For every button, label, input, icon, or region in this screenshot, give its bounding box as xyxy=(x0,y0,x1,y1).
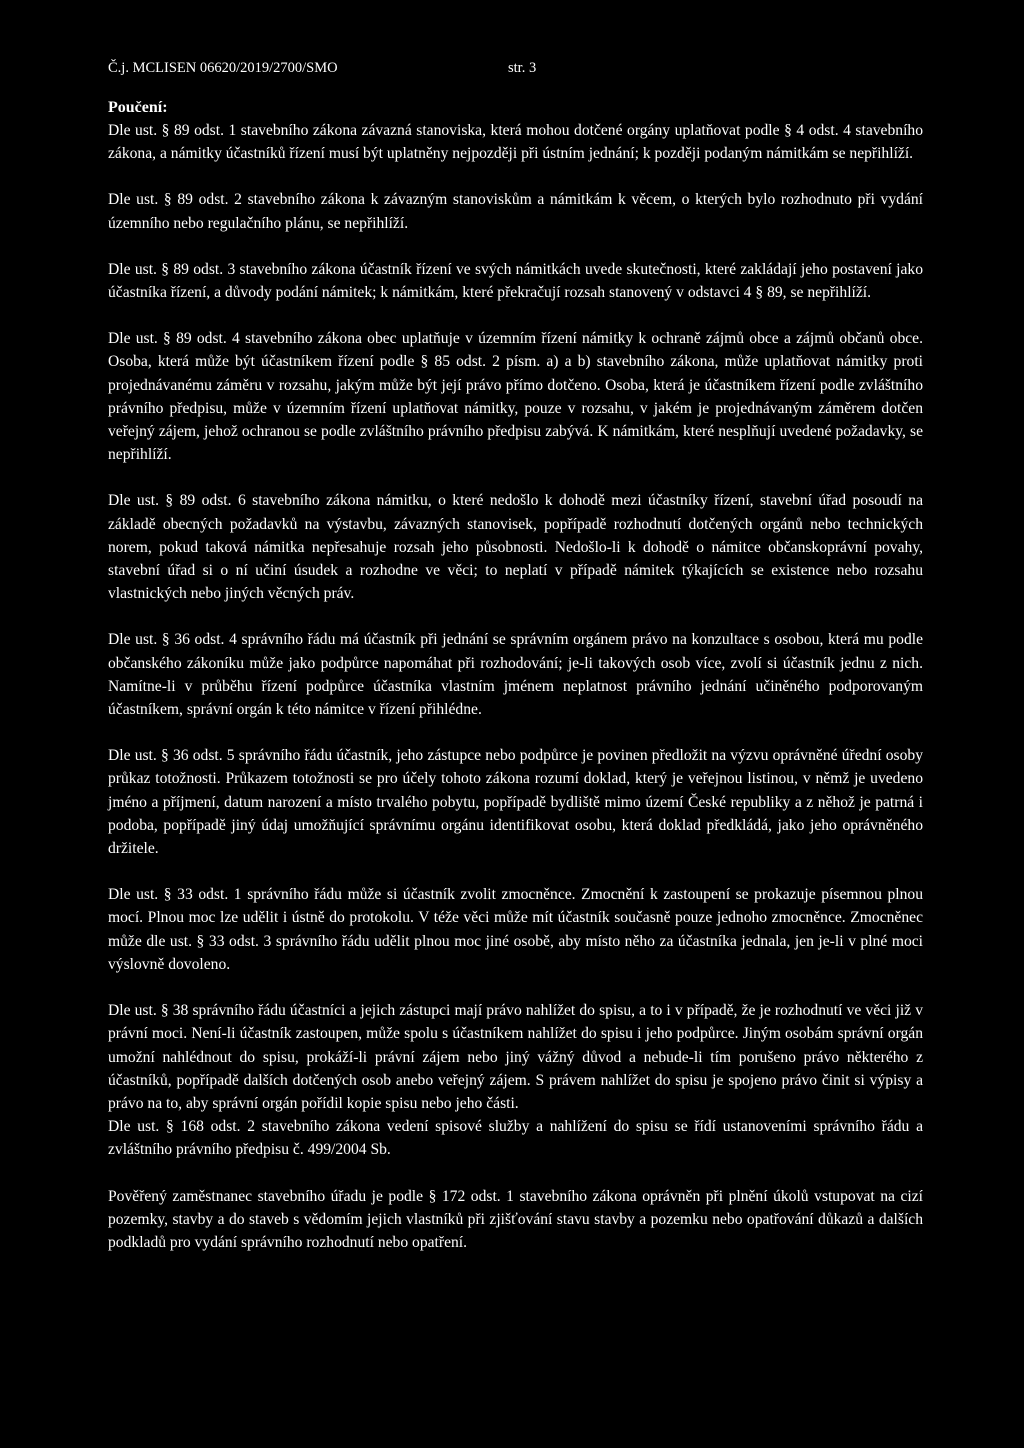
paragraph-36-4: Dle ust. § 36 odst. 4 správního řádu má účastník při jednání se správním orgánem právo na konzultace s osobou, která mu podle občanského zákoníku může jako podpůrce napomáhat při rozhodování; je-li takových osob více, zvolí si účastník jednu z nich. Namítne-li v průběhu řízení podpůrce účastníka vlastním jménem neplatnost právního jednání učiněného podporovaným účastníkem, správní orgán k této námitce v řízení přihlédne. xyxy=(108,631,923,719)
section-heading: Poučení: xyxy=(108,99,168,116)
paragraph-36-5: Dle ust. § 36 odst. 5 správního řádu účastník, jeho zástupce nebo podpůrce je povinen předložit na výzvu oprávněné úřední osoby průkaz totožnosti. Průkazem totožnosti se pro účely tohoto zákona rozumí doklad, který je veřejnou listinou, v němž je uvedeno jméno a příjmení, datum narození a místo trvalého pobytu, popřípadě bydliště mimo území České republiky a z něhož je patrná i podoba, popřípadě jiný údaj umožňující správnímu orgánu identifikovat osobu, která doklad předkládá, jako jeho oprávněného držitele. xyxy=(108,747,923,858)
paragraph-89-2: Dle ust. § 89 odst. 2 stavebního zákona k závazným stanoviskům a námitkám k věcem, o kterých bylo rozhodnuto při vydání územního nebo regulačního plánu, se nepřihlíží. xyxy=(108,191,923,232)
paragraph-172-1: Pověřený zaměstnanec stavebního úřadu je podle § 172 odst. 1 stavebního zákona oprávněn při plnění úkolů vstupovat na cizí pozemky, stavby a do staveb s vědomím jejich vlastníků při zjišťování stavu stavby a pozemku nebo opatřování důkazů a dalších podkladů pro vydání správního rozhodnutí nebo opatření. xyxy=(108,1187,923,1251)
paragraph-89-4: Dle ust. § 89 odst. 4 stavebního zákona obec uplatňuje v územním řízení námitky k ochraně zájmů obce a zájmů občanů obce. Osoba, která může být účastníkem řízení podle § 85 odst. 2 písm. a) a b) stavebního zákona, může uplatňovat námitky proti projednávanému záměru v rozsahu, jakým může být její právo přímo dotčeno. Osoba, která je účastníkem řízení podle zvláštního právního předpisu, může v územním řízení uplatňovat námitky, pouze v rozsahu, v jakém je projednávaným záměrem dotčen veřejný zájem, jehož ochranou se podle zvláštního právního předpisu zabývá. K námitkám, které nesplňují uvedené požadavky, se nepřihlíží. xyxy=(108,330,923,464)
paragraph-89-1: Dle ust. § 89 odst. 1 stavebního zákona závazná stanoviska, která mohou dotčené orgány uplatňovat podle § 4 odst. 4 stavebního zákona, a námitky účastníků řízení musí být uplatněny nejpozději při ústním jednání; k později podaným námitkám se nepřihlíží. xyxy=(108,122,923,163)
paragraph-38: Dle ust. § 38 správního řádu účastníci a jejich zástupci mají právo nahlížet do spisu, a to i v případě, že je rozhodnutí ve věci již v právní moci. Není-li účastník zastoupen, může spolu s účastníkem nahlížet do spisu i jeho podpůrce. Jiným osobám správní orgán umožní nahlédnout do spisu, prokáží-li právní zájem nebo jiný vážný důvod a nebude-li tím porušeno právo některého z účastníků, popřípadě dalších dotčených osob anebo veřejný zájem. S právem nahlížet do spisu je spojeno právo činit si výpisy a právo na to, aby správní orgán pořídil kopie spisu nebo jeho části. xyxy=(108,1002,923,1112)
document-page xyxy=(108,58,923,1254)
paragraph-168-2: Dle ust. § 168 odst. 2 stavebního zákona vedení spisové služby a nahlížení do spisu se řídí ustanoveními správního řádu a zvláštního právního předpisu č. 499/2004 Sb. xyxy=(108,1118,923,1159)
paragraph-89-6: Dle ust. § 89 odst. 6 stavebního zákona námitku, o které nedošlo k dohodě mezi účastníky řízení, stavební úřad posoudí na základě obecných požadavků na výstavbu, závazných stanovisek, popřípadě rozhodnutí dotčených orgánů nebo technických norem, pokud taková námitka nepřesahuje rozsah jeho působnosti. Nedošlo-li k dohodě o námitce občanskoprávní povahy, stavební úřad si o ní učiní úsudek a rozhodne ve věci; to neplatí v případě námitek týkajících se existence nebo rozsahu vlastnických nebo jiných věcných práv. xyxy=(108,492,923,603)
page-number: str. 3 xyxy=(508,60,537,76)
page-header xyxy=(108,58,923,78)
paragraph-89-3: Dle ust. § 89 odst. 3 stavebního zákona účastník řízení ve svých námitkách uvede skutečnosti, které zakládají jeho postavení jako účastníka řízení, a důvody podání námitek; k námitkám, které překračují rozsah stanovený v odstavci 4 § 89, se nepřihlíží. xyxy=(108,260,923,302)
paragraph-33-1: Dle ust. § 33 odst. 1 správního řádu může si účastník zvolit zmocněnce. Zmocnění k zastoupení se prokazuje písemnou plnou mocí. Plnou moc lze udělit i ústně do protokolu. V téže věci může mít účastník současně pouze jednoho zmocněnce. Zmocněnec může dle ust. § 33 odst. 3 správního řádu udělit plnou moc jiné osobě, aby místo něho za účastníka jednala, jen je-li v plné moci výslovně dovoleno. xyxy=(108,886,923,973)
reference-number: Č.j. MCLISEN 06620/2019/2700/SMO xyxy=(108,60,338,76)
